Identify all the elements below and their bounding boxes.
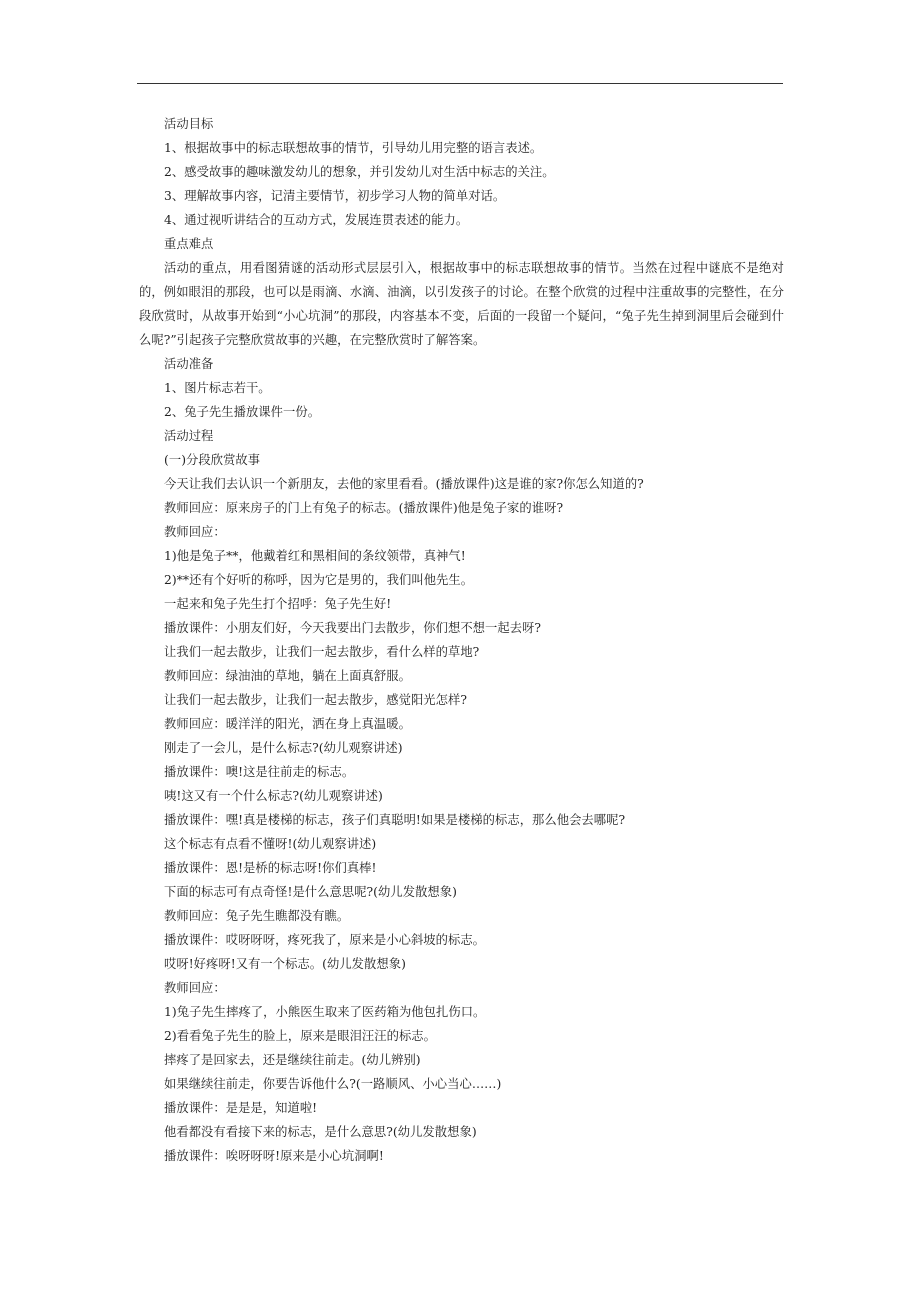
text-line: 播放课件：唉呀呀呀!原来是小心坑洞啊!	[164, 1149, 384, 1163]
text-line: 哎呀!好疼呀!又有一个标志。(幼儿发散想象)	[164, 957, 406, 971]
goal-item-1: 1、根据故事中的标志联想故事的情节，引导幼儿用完整的语言表述。	[164, 141, 543, 155]
text-line: 播放课件：恩!是桥的标志呀!你们真棒!	[164, 861, 377, 875]
text-line: 他看都没有看接下来的标志，是什么意思?(幼儿发散想象)	[164, 1125, 477, 1139]
text-line: 教师回应：原来房子的门上有兔子的标志。(播放课件)他是兔子家的谁呀?	[164, 501, 564, 515]
section-heading-process: 活动过程	[164, 429, 214, 443]
text-line: 1)兔子先生摔疼了，小熊医生取来了医药箱为他包扎伤口。	[164, 1005, 486, 1019]
text-line: 2)看看兔子先生的脸上，原来是眼泪汪汪的标志。	[164, 1029, 437, 1043]
text-line: 播放课件：嘿!真是楼梯的标志，孩子们真聪明!如果是楼梯的标志，那么他会去哪呢?	[164, 813, 626, 827]
text-line: 一起来和兔子先生打个招呼：兔子先生好!	[164, 597, 392, 611]
section-heading-goals: 活动目标	[164, 117, 214, 131]
text-line: 教师回应：兔子先生瞧都没有瞧。	[164, 909, 350, 923]
text-line: 播放课件：哎呀呀呀，疼死我了，原来是小心斜坡的标志。	[164, 933, 486, 947]
text-line: 如果继续往前走，你要告诉他什么?(一路顺风、小心当心……)	[164, 1077, 502, 1091]
text-line: 让我们一起去散步，让我们一起去散步，感觉阳光怎样?	[164, 693, 467, 707]
preparation-item-1: 1、图片标志若干。	[164, 381, 271, 395]
goal-item-2: 2、感受故事的趣味激发幼儿的想象，并引发幼儿对生活中标志的关注。	[164, 165, 555, 179]
text-line: 教师回应：暖洋洋的阳光，洒在身上真温暖。	[164, 717, 411, 731]
header-rule	[137, 83, 783, 84]
goal-item-4: 4、通过视听讲结合的互动方式，发展连贯表述的能力。	[164, 213, 469, 227]
text-line: 摔疼了是回家去，还是继续往前走。(幼儿辨别)	[164, 1053, 421, 1067]
text-line: 今天让我们去认识一个新朋友，去他的家里看看。(播放课件)这是谁的家?你怎么知道的?	[164, 477, 644, 491]
preparation-item-2: 2、兔子先生播放课件一份。	[164, 405, 321, 419]
text-line: 教师回应：	[164, 981, 226, 995]
text-line: 让我们一起去散步，让我们一起去散步，看什么样的草地?	[164, 645, 480, 659]
key-points-paragraph: 活动的重点，用看图猜谜的活动形式层层引入，根据故事中的标志联想故事的情节。当然在过程中谜底不是绝对的，例如眼泪的那段，也可以是雨滴、水滴、油滴，以引发孩子的讨论。在整个欣赏的过程中注重故事的完整性，在分段欣赏时，从故事开始到“小心坑洞”的那段，内容基本不变，后面的一段留一个疑问，“兔子先生掉到洞里后会碰到什么呢?”引起孩子完整欣赏故事的兴趣，在完整欣赏时了解答案。	[139, 261, 784, 347]
text-line: 刚走了一会儿，是什么标志?(幼儿观察讲述)	[164, 741, 403, 755]
text-line: 咦!这又有一个什么标志?(幼儿观察讲述)	[164, 789, 383, 803]
text-line: 播放课件：噢!这是往前走的标志。	[164, 765, 355, 779]
subsection-heading: (一)分段欣赏故事	[164, 453, 261, 467]
goal-item-3: 3、理解故事内容，记清主要情节，初步学习人物的简单对话。	[164, 189, 506, 203]
text-line: 1)他是兔子**，他戴着红和黑相间的条纹领带，真神气!	[164, 549, 466, 563]
text-line: 下面的标志可有点奇怪!是什么意思呢?(幼儿发散想象)	[164, 885, 457, 899]
document-body	[139, 112, 784, 1168]
text-line: 播放课件：是是是，知道啦!	[164, 1101, 318, 1115]
section-heading-key-points: 重点难点	[164, 237, 214, 251]
text-line: 2)**还有个好听的称呼，因为它是男的，我们叫他先生。	[164, 573, 474, 587]
text-line: 教师回应：绿油油的草地，躺在上面真舒服。	[164, 669, 411, 683]
text-line: 播放课件：小朋友们好，今天我要出门去散步，你们想不想一起去呀?	[164, 621, 542, 635]
section-heading-preparation: 活动准备	[164, 357, 214, 371]
text-line: 教师回应：	[164, 525, 226, 539]
text-line: 这个标志有点看不懂呀!(幼儿观察讲述)	[164, 837, 377, 851]
